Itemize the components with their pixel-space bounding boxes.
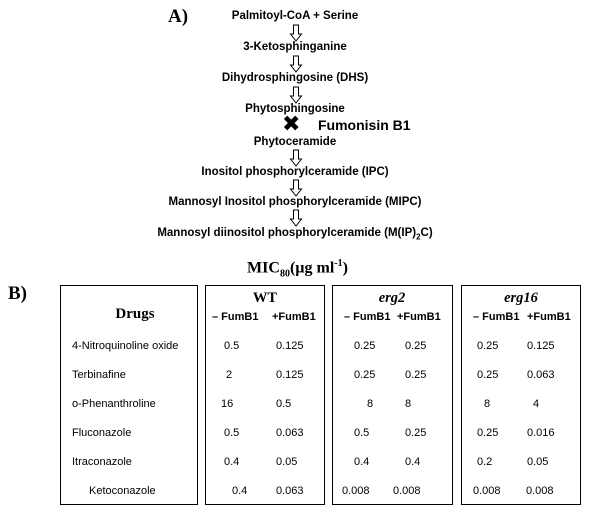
mic-value: 0.063: [527, 369, 555, 381]
mic-value: 0.008: [473, 485, 501, 497]
mic-value: 0.125: [276, 340, 304, 352]
column-plus-fumb1: +FumB1: [397, 311, 441, 323]
column-plus-fumb1: +FumB1: [272, 311, 316, 323]
mic-value: 0.25: [477, 340, 499, 352]
down-arrow-icon: [289, 179, 303, 197]
mic-title-unit: (µg ml: [289, 259, 335, 277]
mic-value: 0.25: [477, 369, 499, 381]
mic-value: 0.008: [526, 485, 554, 497]
down-arrow-icon: [289, 55, 303, 73]
pathway-step: 3-Ketosphinganine: [243, 41, 347, 53]
drug-name: Ketoconazole: [89, 485, 156, 497]
mic-value: 2: [226, 369, 233, 381]
mic-title: [0, 258, 595, 280]
mic-value: 4: [533, 398, 540, 410]
drug-name: 4-Nitroquinoline oxide: [72, 340, 179, 352]
mic-value: 8: [405, 398, 412, 410]
mic-title-sub: 80: [279, 268, 290, 280]
strain-label: erg16: [504, 290, 538, 306]
mic-value: 0.4: [232, 485, 248, 497]
mic-value: 8: [484, 398, 491, 410]
mic-value: 0.008: [342, 485, 370, 497]
pathway-step: Dihydrosphingosine (DHS): [221, 72, 369, 84]
pathway-step: Phytosphingosine: [245, 103, 345, 115]
mic-value: 0.5: [224, 427, 240, 439]
mic-value: 0.063: [276, 485, 304, 497]
drugs-header: Drugs: [115, 306, 155, 322]
column-minus-fumb1: – FumB1: [473, 311, 520, 323]
mic-value: 0.25: [405, 427, 427, 439]
down-arrow-icon: [289, 209, 303, 227]
drug-name: o-Phenanthroline: [72, 398, 156, 410]
pathway-step: Inositol phosphorylceramide (IPC): [201, 166, 389, 178]
mic-value: 0.016: [527, 427, 555, 439]
mic-value: 0.05: [527, 456, 549, 468]
strain-label: WT: [252, 290, 278, 306]
mic-title-main: MIC: [247, 259, 280, 277]
mic-value: 0.2: [477, 456, 493, 468]
strain-label: erg2: [378, 290, 406, 306]
pathway-step: Mannosyl Inositol phosphorylceramide (MIPC): [168, 196, 422, 208]
mic-value: 0.125: [276, 369, 304, 381]
mic-value: 0.5: [354, 427, 370, 439]
mic-value: 0.063: [276, 427, 304, 439]
column-plus-fumb1: +FumB1: [527, 311, 571, 323]
column-minus-fumb1: – FumB1: [212, 311, 259, 323]
mic-value: 0.4: [224, 456, 240, 468]
mic-value: 8: [367, 398, 374, 410]
pathway-step: Mannosyl diinositol phosphorylceramide $(M(IP)_2C)$: [157, 227, 433, 242]
column-minus-fumb1: – FumB1: [344, 311, 391, 323]
drug-name: Itraconazole: [72, 456, 132, 468]
down-arrow-icon: [289, 86, 303, 104]
down-arrow-icon: [289, 24, 303, 42]
panel-a-label: A): [168, 6, 189, 27]
pathway-step: Phytoceramide: [253, 136, 337, 148]
mic-value: 0.25: [405, 340, 427, 352]
mic-value: 0.05: [276, 456, 298, 468]
mic-value: 16: [221, 398, 234, 410]
mic-value: 0.4: [354, 456, 370, 468]
mic-value: 0.008: [393, 485, 421, 497]
inhibitor-label: Fumonisin B1: [318, 117, 411, 133]
inhibitor-mark: ✖: [282, 111, 301, 136]
drug-name: Fluconazole: [72, 427, 132, 439]
mic-title-unit-exp: -1: [334, 258, 343, 269]
mic-value: 0.25: [405, 369, 427, 381]
mic-value: 0.125: [527, 340, 555, 352]
mic-value: 0.5: [276, 398, 292, 410]
mic-value: 0.5: [224, 340, 240, 352]
mic-value: 0.25: [477, 427, 499, 439]
mic-value: 0.25: [354, 340, 376, 352]
mic-value: 0.4: [405, 456, 421, 468]
down-arrow-icon: [289, 149, 303, 167]
drug-name: Terbinafine: [72, 369, 126, 381]
pathway-step: Palmitoyl-CoA + Serine: [231, 10, 359, 22]
panel-b-label: B): [8, 283, 27, 304]
mic-title-unit-close: ): [342, 259, 348, 277]
mic-value: 0.25: [354, 369, 376, 381]
